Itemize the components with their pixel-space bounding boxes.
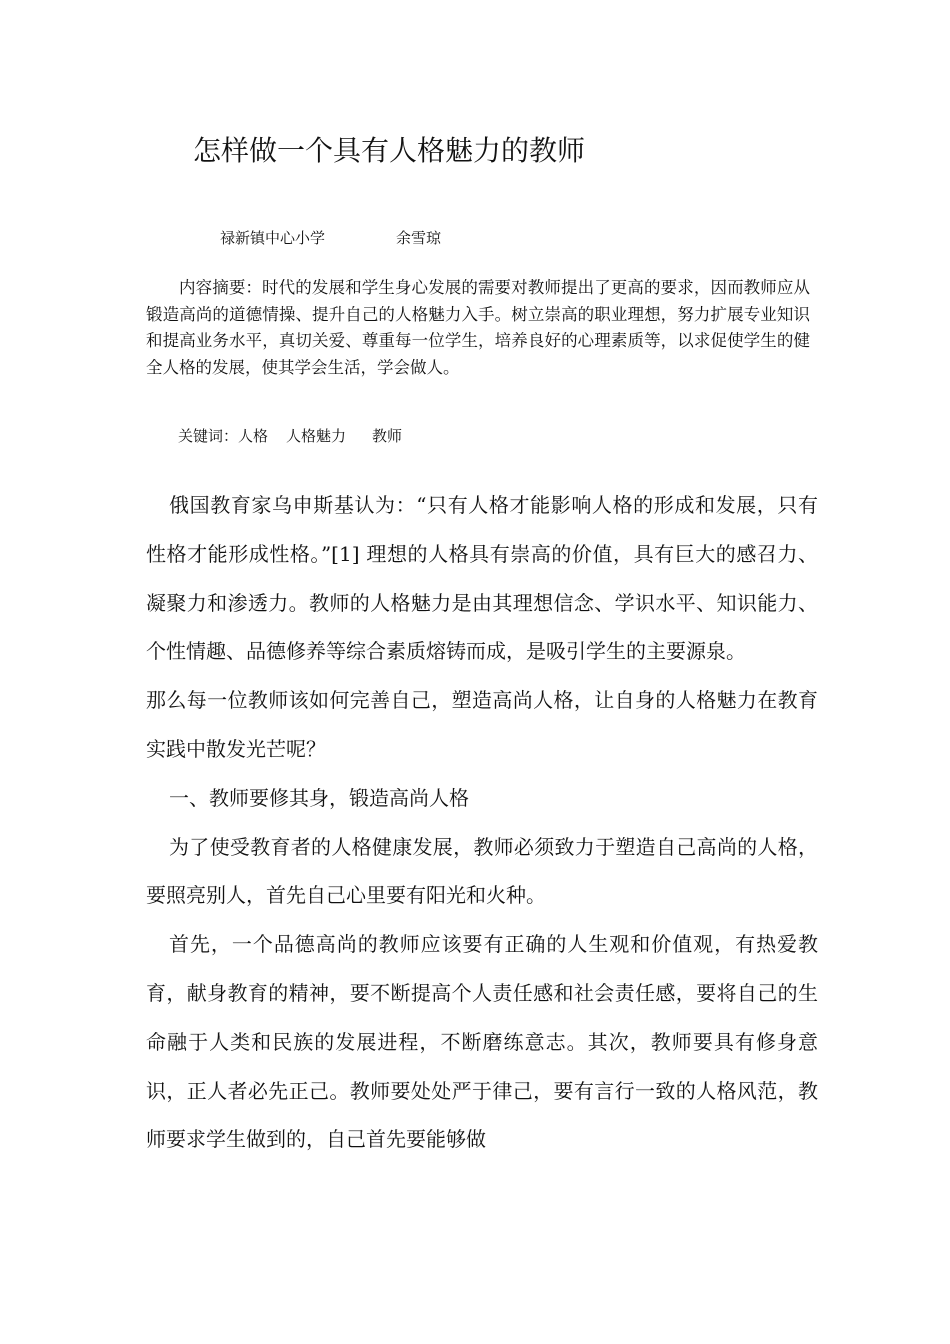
- keyword-item: 教师: [372, 427, 403, 445]
- keyword-item: 人格魅力: [286, 427, 347, 445]
- body-paragraph: 为了使受教育者的人格健康发展，教师必须致力于塑造自己高尚的人格，要照亮别人，首先自己心里要有阳光和火种。: [146, 834, 818, 908]
- keyword-item: 人格: [238, 427, 269, 445]
- keywords-label: 关键词：: [178, 427, 239, 445]
- document-body: [146, 481, 818, 1164]
- author-name: 余雪琼: [396, 229, 442, 247]
- document-title: 怎样做一个具有人格魅力的教师: [193, 134, 586, 167]
- keywords-line: [178, 425, 402, 447]
- body-paragraph: 俄国教育家乌申斯基认为：“只有人格才能影响人格的形成和发展，只有性格才能形成性格。”[1] 理想的人格具有崇高的价值，具有巨大的感召力、凝聚力和渗透力。教师的人格魅力是由其理想信念、学识水平、知识能力、个性情趣、品德修养等综合素质熔铸而成，是吸引学生的主要源泉。: [146, 493, 818, 664]
- section-heading: 一、教师要修其身，锻造高尚人格: [169, 785, 469, 810]
- abstract-paragraph: 内容摘要：时代的发展和学生身心发展的需要对教师提出了更高的要求，因而教师应从锻造高尚的道德情操、提升自己的人格魅力入手。树立崇高的职业理想，努力扩展专业知识和提高业务水平，真切关爱、尊重每一位学生，培养良好的心理素质等，以求促使学生的健全人格的发展，使其学会生活，学会做人。: [146, 278, 810, 377]
- author-school: 禄新镇中心小学: [220, 229, 326, 247]
- body-paragraph: 首先，一个品德高尚的教师应该要有正确的人生观和价值观，有热爱教育，献身教育的精神，要不断提高个人责任感和社会责任感，要将自己的生命融于人类和民族的发展进程，不断磨练意志。其次，教师要具有修身意识，正人者必先正己。教师要处处严于律己，要有言行一致的人格风范，教师要求学生做到的，自己首先要能够做: [146, 932, 818, 1152]
- body-paragraph: 那么每一位教师该如何完善自己，塑造高尚人格，让自身的人格魅力在教育实践中散发光芒呢？: [146, 688, 818, 761]
